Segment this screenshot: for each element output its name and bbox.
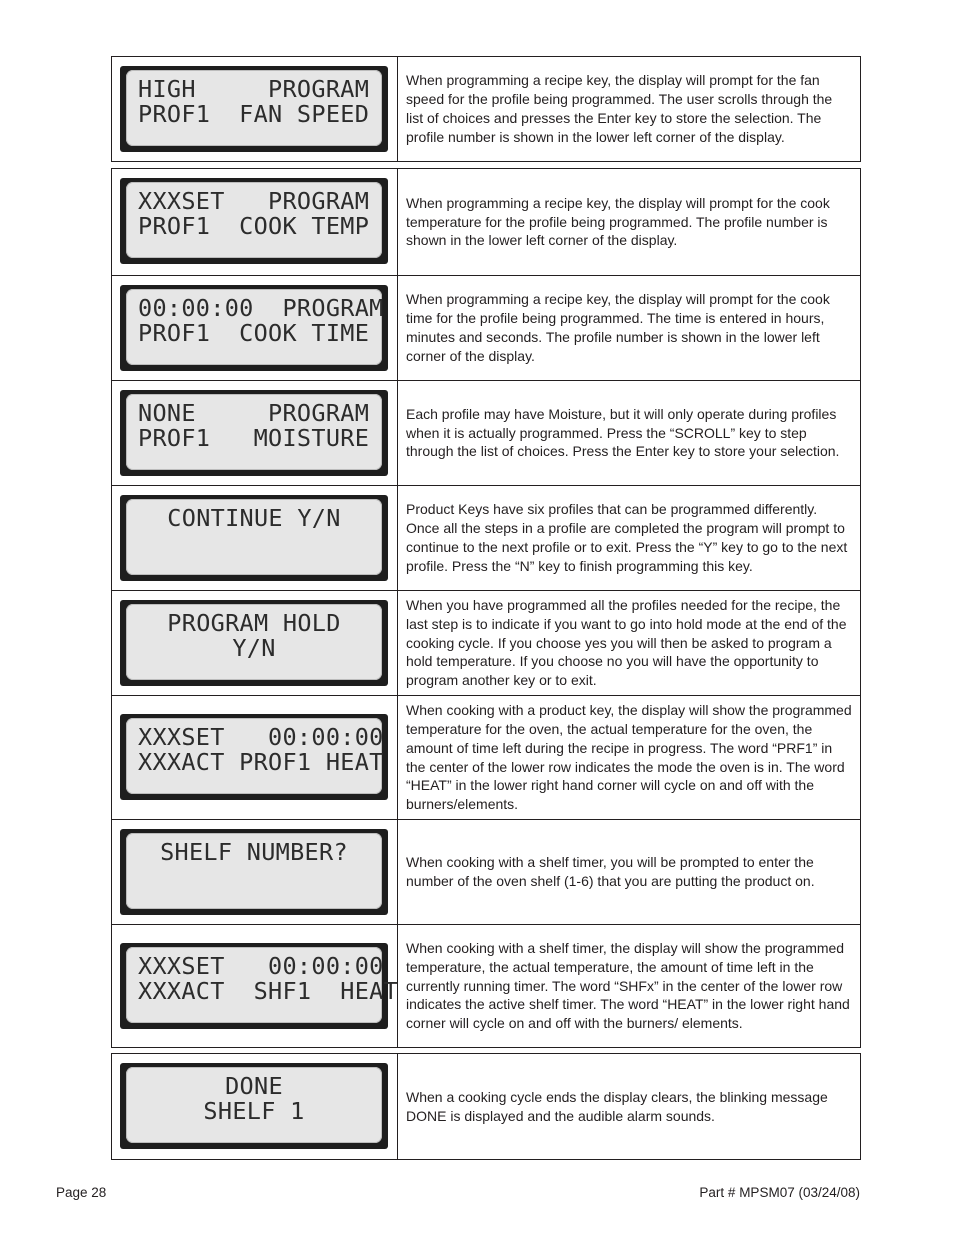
lcd-line-2: PROF1 FAN SPEED — [138, 100, 370, 128]
table-fan-speed — [111, 56, 861, 162]
lcd-cell — [112, 169, 398, 275]
description-text: When programming a recipe key, the display will prompt for the fan speed for the profile being programmed. The user scrolls through the list of choices and presses the Enter key to store the selection. The profile number is shown in the lower left corner of the display. — [406, 72, 833, 145]
description-cell — [398, 276, 860, 380]
lcd-display — [120, 943, 399, 1029]
table-row — [112, 819, 860, 924]
lcd-line-2: PROF1 COOK TIME — [138, 319, 370, 347]
description-cell — [398, 381, 860, 485]
page-number: Page 28 — [56, 1185, 107, 1200]
lcd-line-2: PROF1 MOISTURE — [138, 424, 370, 452]
table-row — [112, 924, 860, 1047]
lcd-line-1: XXXSET 00:00:00 — [138, 952, 384, 980]
lcd-line-1: 00:00:00 PROGRAM — [138, 294, 384, 322]
table-row — [112, 1054, 860, 1159]
table-row — [112, 275, 860, 380]
description-text: When you have programmed all the profiles needed for the recipe, the last step is to indicate if you want to go into hold mode at the end of the cooking cycle. If you choose yes you will then be asked to program a hold temperature. If you choose no you will have the opportunity to program another key or to exit. — [406, 597, 847, 689]
description-text: When cooking with a shelf timer, you will be prompted to enter the number of the oven shelf (1-6) that you are putting the product on. — [406, 854, 815, 889]
lcd-line-1: DONE — [225, 1072, 283, 1100]
description-text: When a cooking cycle ends the display clears, the blinking message DONE is displayed and the audible alarm sounds. — [406, 1088, 828, 1124]
lcd-line-2 — [138, 531, 370, 556]
description-text: When programming a recipe key, the display will prompt for the cook time for the profile being programmed. The time is entered in hours, minutes and seconds. The profile number is shown in the lower left corner of the display. — [406, 291, 830, 364]
description-text: When cooking with a shelf timer, the display will show the programmed temperature, the actual temperature, the amount of time left in the currently running timer. The word “SHFx” in the center of the lower row indicates the active shelf timer. The word “HEAT” in the lower right hand corner will cycle on and off with the burners/ elements. — [406, 940, 850, 1032]
lcd-display — [120, 285, 388, 371]
lcd-line-1: XXXSET PROGRAM — [138, 187, 370, 215]
description-text: Each profile may have Moisture, but it will only operate during profiles when it is actually programmed. Press the “SCROLL” key to step through the list of choices. Press the Enter key to store your selection. — [406, 405, 840, 460]
lcd-display — [120, 390, 388, 476]
description-text: When programming a recipe key, the display will prompt for the cook temperature for the profile being programmed. The profile number is shown in the lower left corner of the display. — [406, 194, 830, 249]
table-row — [112, 590, 860, 695]
table-row — [112, 695, 860, 819]
lcd-cell — [112, 1054, 398, 1159]
description-text: Product Keys have six profiles that can be programmed differently. Once all the steps in a profile are completed the program will prompt to continue to the next profile or to exit. Press the “Y” key to go to the next profile. Press the “N” key to finish programming this key. — [406, 501, 848, 574]
lcd-cell — [112, 591, 398, 695]
part-number: Part # MPSM07 (03/24/08) — [699, 1185, 860, 1200]
lcd-cell — [112, 486, 398, 590]
table-row — [112, 169, 860, 275]
description-cell — [398, 696, 860, 819]
lcd-display — [120, 714, 388, 800]
table-programming — [111, 168, 861, 1048]
lcd-display — [120, 178, 388, 264]
lcd-line-2: XXXACT SHF1 HEAT — [138, 977, 399, 1005]
lcd-line-1: XXXSET 00:00:00 — [138, 723, 384, 751]
description-cell — [398, 1054, 860, 1159]
lcd-line-1: HIGH PROGRAM — [138, 75, 370, 103]
description-cell — [398, 591, 860, 695]
lcd-line-1: CONTINUE Y/N — [167, 504, 341, 532]
description-cell — [398, 169, 860, 275]
description-text: When cooking with a product key, the display will show the programmed temperature for the oven, the actual temperature for the oven, the amount of time left during the recipe in progress. The word “PRF1” in the center of the lower row indicates the mode the oven is in. The word “HEAT” in the lower right hand corner will cycle on and off with the burners/elements. — [406, 702, 852, 813]
lcd-cell — [112, 276, 398, 380]
lcd-display — [120, 600, 388, 686]
table-row — [112, 380, 860, 485]
lcd-cell — [112, 820, 398, 924]
lcd-line-2: XXXACT PROF1 HEAT — [138, 748, 384, 776]
lcd-line-2 — [138, 865, 370, 890]
lcd-cell — [112, 925, 398, 1047]
table-done — [111, 1053, 861, 1160]
lcd-line-2: PROF1 COOK TEMP — [138, 212, 370, 240]
description-cell — [398, 486, 860, 590]
lcd-cell — [112, 57, 398, 161]
lcd-line-1: SHELF NUMBER? — [160, 838, 348, 866]
lcd-line-2: Y/N — [232, 634, 276, 662]
lcd-display — [120, 829, 388, 915]
lcd-display — [120, 1063, 388, 1149]
lcd-line-2: SHELF 1 — [203, 1097, 305, 1125]
lcd-line-1: PROGRAM HOLD — [167, 609, 341, 637]
description-cell — [398, 925, 860, 1047]
description-cell — [398, 57, 860, 161]
table-row — [112, 57, 860, 161]
table-row — [112, 485, 860, 590]
lcd-display — [120, 495, 388, 581]
description-cell — [398, 820, 860, 924]
lcd-display — [120, 66, 388, 152]
lcd-line-1: NONE PROGRAM — [138, 399, 370, 427]
lcd-cell — [112, 381, 398, 485]
lcd-cell — [112, 696, 398, 819]
